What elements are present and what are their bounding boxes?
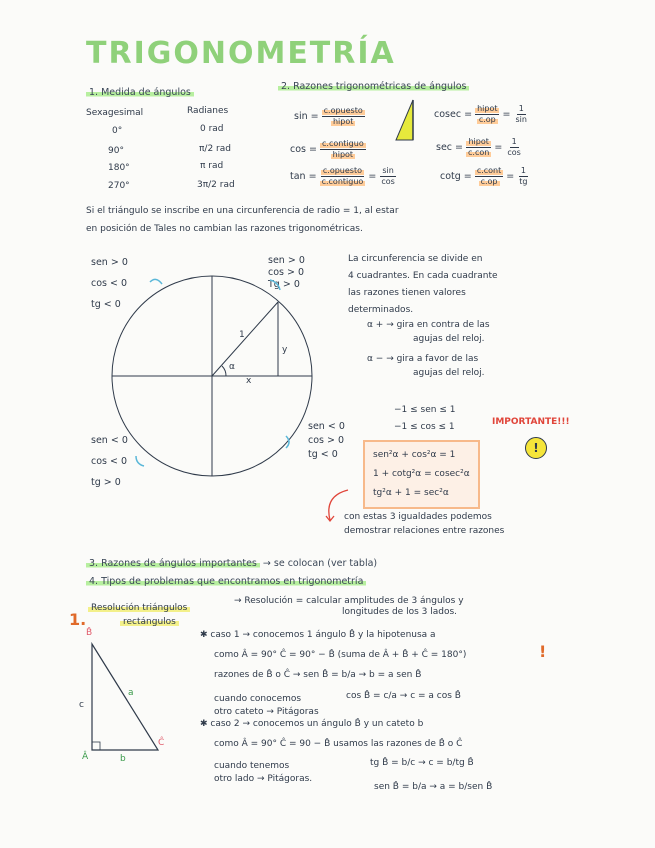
ratio-sec: sec = $\frac{\text{hipot}}{\text{c.con}}$ = $\frac{1}{\cos}$ <box>436 137 521 157</box>
case-2-d: otro lado → Pitágoras. <box>214 774 313 784</box>
side-a: a <box>128 688 134 698</box>
y-label: y <box>282 345 288 355</box>
identities-box: sen²α + cos²α = 1 1 + cotg²α = cosec²α tg²α + 1 = sec²α <box>363 440 480 509</box>
bounds: −1 ≤ sen ≤ 1 −1 ≤ cos ≤ 1 <box>394 405 456 432</box>
table-header-radianes: Radianes <box>187 106 229 116</box>
case-1-f: cos B̂ = c/a → c = a cos B̂ <box>346 691 461 701</box>
ratio-sin: sin = $\frac{\text{c.opuesto}}{\text{hipot}}$ <box>294 106 363 126</box>
quadrant-2-signs: sen > 0 cos < 0 tg < 0 <box>91 257 128 310</box>
case-1-b: como Â = 90° Ĉ = 90° − B̂ (suma de Â + B̂ + Ĉ = 180°) <box>214 650 467 660</box>
side-c: c <box>79 700 84 710</box>
problem-title: Resolución triángulos <box>88 603 190 613</box>
page-title: TRIGONOMETRÍA <box>86 36 396 71</box>
case-1-d: cuando conocemos <box>214 694 302 704</box>
case-2-c: cuando tenemos <box>214 761 290 771</box>
table-cell: π/2 rad <box>199 144 231 154</box>
case-2-e: tg B̂ = b/c → c = b/tg B̂ <box>370 758 474 768</box>
section-4-heading: 4. Tipos de problemas que encontramos en trigonometría <box>86 576 366 587</box>
quadrant-3-signs: sen < 0 cos < 0 tg > 0 <box>91 435 128 488</box>
rotation-positive: α + → gira en contra de las agujas del reloj. <box>367 320 490 344</box>
warning-icon: ! <box>525 437 547 459</box>
x-label: x <box>246 376 252 386</box>
vertex-c: Ĉ <box>158 738 165 748</box>
table-cell: 270° <box>108 181 130 191</box>
identities-note: con estas 3 igualdades podemos demostrar relaciones entre razones <box>344 512 505 536</box>
table-cell: 0° <box>112 126 123 136</box>
radius-label: 1 <box>239 330 245 340</box>
right-triangle-icon <box>393 98 419 142</box>
side-b: b <box>120 754 126 764</box>
section-1-heading: 1. Medida de ángulos <box>86 87 194 98</box>
problem-title-2: rectángulos <box>120 617 179 627</box>
problem-number: 1. <box>69 610 87 629</box>
ratio-tan: tan = $\frac{\text{c.opuesto}}{\text{c.contiguo}}$ = $\frac{\sin}{\cos}$ <box>290 166 395 186</box>
table-cell: 0 rad <box>200 124 224 134</box>
problem-definition: → Resolución = calcular amplitudes de 3 ángulos y <box>234 596 464 606</box>
ratio-cosec: cosec = $\frac{\text{hipot}}{c.op}$ = $\frac{1}{\sin}$ <box>434 104 527 124</box>
case-1: ✱ caso 1 → conocemos 1 ángulo B̂ y la hipotenusa a <box>200 630 436 640</box>
circle-description: La circunferencia se divide en 4 cuadrantes. En cada cuadrante las razones tienen valores determinados. <box>348 254 498 315</box>
quadrant-1-signs: sen > 0 cos > 0 Tg > 0 <box>268 255 305 290</box>
important-label: IMPORTANTE!!! <box>492 417 570 427</box>
table-cell: 180° <box>108 163 130 173</box>
table-cell: π rad <box>200 161 224 171</box>
vertex-b: B̂ <box>86 628 93 638</box>
case-2: ✱ caso 2 → conocemos un ángulo B̂ y un cateto b <box>200 719 424 729</box>
exclamation-mark: ! <box>539 642 547 661</box>
rotation-negative: α − → gira a favor de las agujas del reloj. <box>367 354 485 378</box>
case-2-f: sen B̂ = b/a → a = b/sen B̂ <box>374 782 493 792</box>
vertex-a: Â <box>82 752 89 762</box>
circle-intro-line: en posición de Tales no cambian las razones trigonométricas. <box>86 224 363 234</box>
circle-intro-line: Si el triángulo se inscribe en una circunferencia de radio = 1, al estar <box>86 206 399 216</box>
case-1-e: otro cateto → Pitágoras <box>214 707 319 717</box>
section-2-heading: 2. Razones trigonométricas de ángulos <box>278 81 469 92</box>
table-cell: 3π/2 rad <box>197 180 235 190</box>
table-header-sexagesimal: Sexagesimal <box>86 108 144 118</box>
ratio-cotg: cotg = $\frac{\text{c.cont}}{c.op}$ = $\frac{1}{tg}$ <box>440 166 528 186</box>
problem-definition-2: longitudes de los 3 lados. <box>342 607 457 617</box>
quadrant-4-signs: sen < 0 cos > 0 tg < 0 <box>308 421 345 460</box>
case-1-c: razones de B̂ o Ĉ → sen B̂ = b/a → b = a sen B̂ <box>214 670 422 680</box>
triangle-diagram <box>80 630 170 760</box>
table-cell: 90° <box>108 146 124 156</box>
section-3-heading: 3. Razones de ángulos importantes → se colocan (ver tabla) <box>86 558 377 569</box>
case-2-b: como Â = 90° Ĉ = 90 − B̂ usamos las razones de B̂ o Ĉ <box>214 739 463 749</box>
ratio-cos: cos = $\frac{\text{c.contiguo}}{\text{hipot}}$ <box>290 139 364 159</box>
unit-circle-diagram <box>100 270 340 490</box>
alpha-label: α <box>229 362 235 372</box>
